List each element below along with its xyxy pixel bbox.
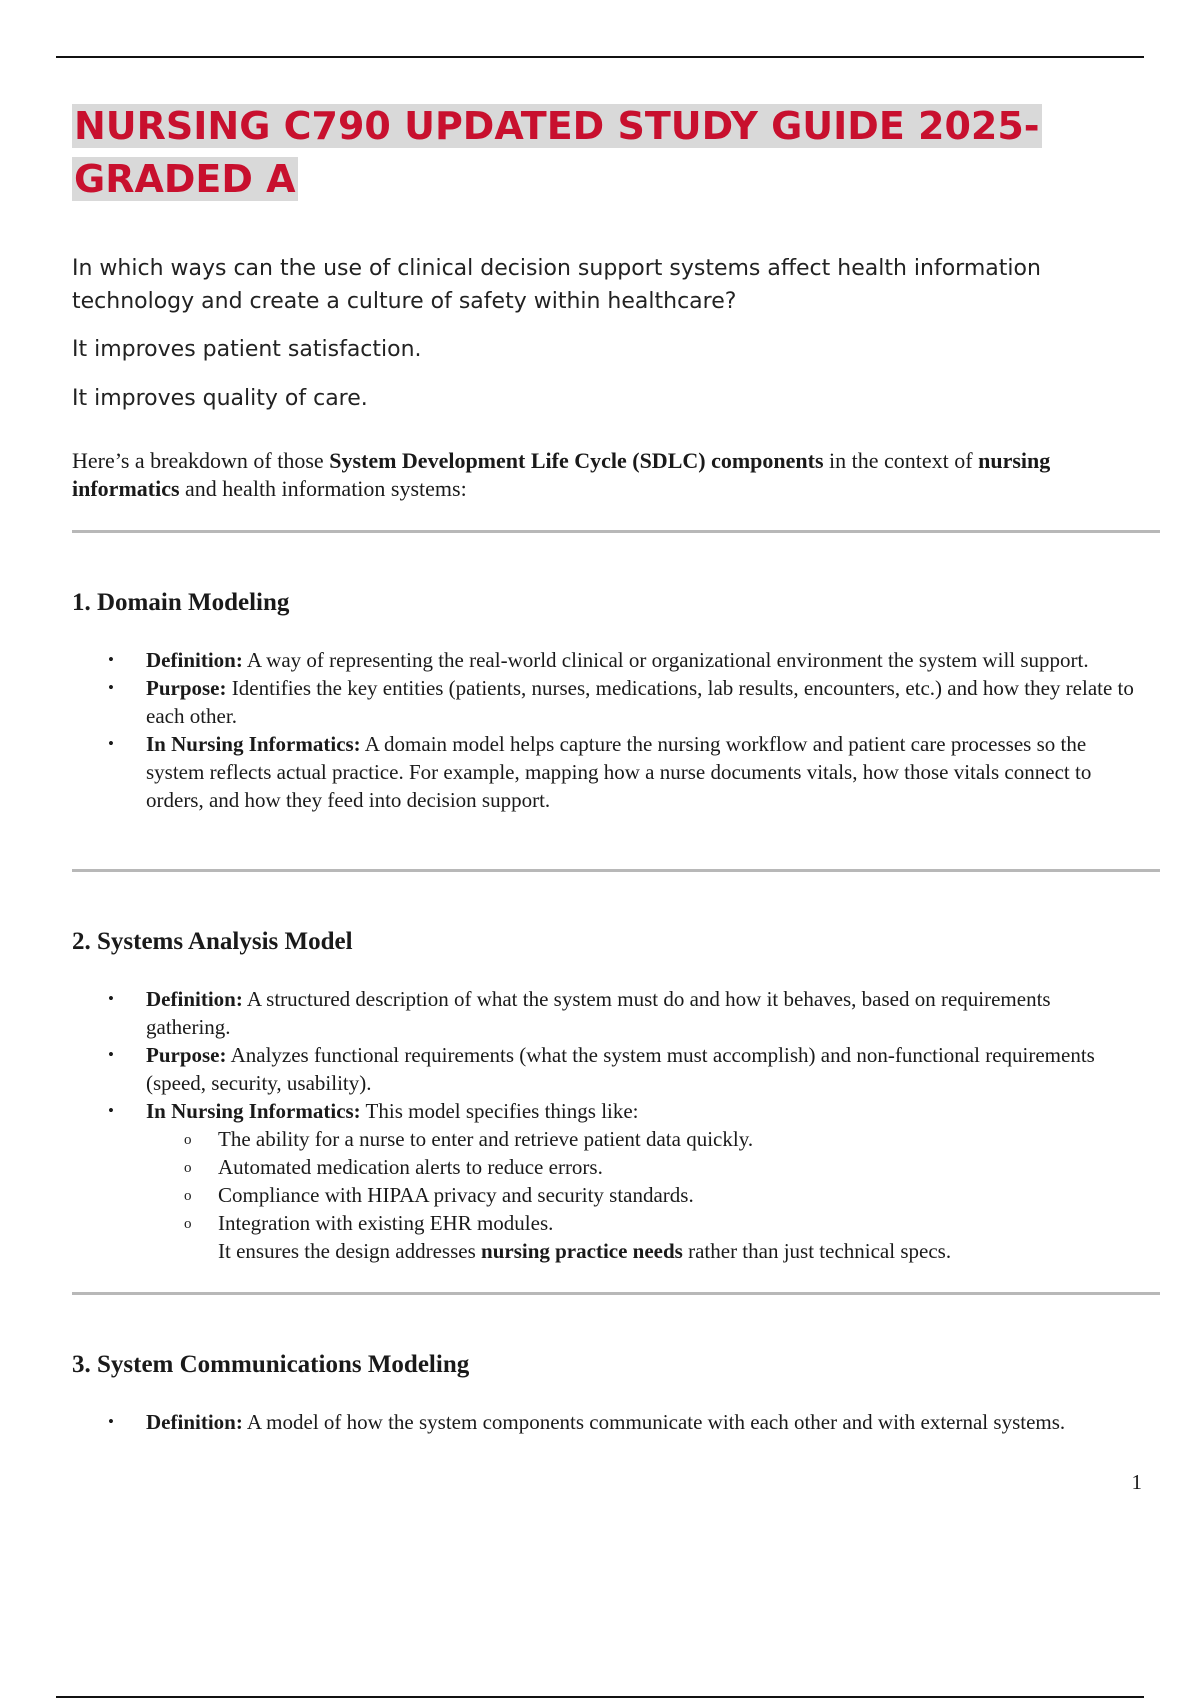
list-item bbox=[0, 985, 1200, 1041]
item-text: A way of representing the real-world clinical or organizational environment the system will support. bbox=[242, 648, 1089, 672]
page-number: 1 bbox=[1131, 1470, 1142, 1494]
answer-2: It improves quality of care. bbox=[72, 386, 368, 411]
bottom-rule bbox=[56, 1696, 1144, 1698]
section-heading: 1. Domain Modeling bbox=[72, 589, 290, 616]
item-text: Identifies the key entities (patients, nurses, medications, lab results, encounters, etc.) and how they relate to each other. bbox=[146, 676, 1134, 728]
sub-list-item: o Automated medication alerts to reduce errors. bbox=[146, 1153, 1140, 1181]
item-label: Definition: bbox=[146, 1410, 243, 1434]
intro-text-2: in the context of bbox=[823, 448, 979, 473]
top-rule bbox=[56, 56, 1144, 58]
title-line-2: GRADED A bbox=[74, 157, 296, 201]
sub-list bbox=[146, 1125, 1140, 1237]
title-line-1: NURSING C790 UPDATED STUDY GUIDE 2025- bbox=[74, 104, 1040, 148]
item-text: A structured description of what the system must do and how it behaves, based on requirements gathering. bbox=[146, 987, 1051, 1039]
item-label: Purpose: bbox=[146, 676, 227, 700]
section-list bbox=[0, 985, 1200, 1265]
section-divider bbox=[72, 1292, 1160, 1295]
list-item bbox=[0, 1041, 1200, 1097]
sub-list-item: o Integration with existing EHR modules. bbox=[146, 1209, 1140, 1237]
section-divider bbox=[72, 869, 1160, 872]
item-label: Definition: bbox=[146, 987, 243, 1011]
section-divider bbox=[72, 530, 1160, 533]
intro-text-3: and health information systems: bbox=[179, 476, 467, 501]
intro-bold-2: nursing informatics bbox=[72, 448, 1051, 501]
item-text: A model of how the system components communicate with each other and with external systems. bbox=[242, 1410, 1066, 1434]
section-heading: 3. System Communications Modeling bbox=[72, 1351, 470, 1378]
item-label: In Nursing Informatics: bbox=[146, 732, 361, 756]
list-item bbox=[0, 1097, 1200, 1265]
note-text-2: rather than just technical specs. bbox=[682, 1239, 952, 1263]
note-text-1: It ensures the design addresses bbox=[218, 1239, 482, 1263]
intro-text-1: Here’s a breakdown of those bbox=[72, 448, 330, 473]
sub-list-item: o Compliance with HIPAA privacy and security standards. bbox=[146, 1181, 1140, 1209]
section-list bbox=[0, 1408, 1200, 1436]
list-item bbox=[0, 730, 1200, 814]
section-heading: 2. Systems Analysis Model bbox=[72, 928, 353, 955]
note-bold: nursing practice needs bbox=[481, 1239, 683, 1263]
list-item bbox=[0, 674, 1200, 730]
item-text: A domain model helps capture the nursing workflow and patient care processes so the system reflects actual practice. For example, mapping how a nurse documents vitals, how those vitals connect to orders, and how they feed into decision support. bbox=[146, 732, 1092, 812]
question-text: In which ways can the use of clinical decision support systems affect health information technology and create a culture of safety within healthcare? bbox=[72, 256, 1041, 314]
document-title bbox=[72, 100, 1042, 206]
section-note bbox=[146, 1237, 1140, 1265]
intro-paragraph bbox=[72, 447, 1152, 503]
item-label: Purpose: bbox=[146, 1043, 227, 1067]
item-label: In Nursing Informatics: bbox=[146, 1099, 361, 1123]
sub-list-item: o The ability for a nurse to enter and retrieve patient data quickly. bbox=[146, 1125, 1140, 1153]
section-list bbox=[0, 646, 1200, 814]
list-item bbox=[0, 1408, 1200, 1436]
item-text: This model specifies things like: bbox=[360, 1099, 639, 1123]
answer-1: It improves patient satisfaction. bbox=[72, 337, 422, 362]
item-text: Analyzes functional requirements (what the system must accomplish) and non-functional requirements (speed, security, usability). bbox=[146, 1043, 1095, 1095]
intro-bold-1: System Development Life Cycle (SDLC) components bbox=[329, 448, 824, 473]
item-label: Definition: bbox=[146, 648, 243, 672]
list-item bbox=[0, 646, 1200, 674]
